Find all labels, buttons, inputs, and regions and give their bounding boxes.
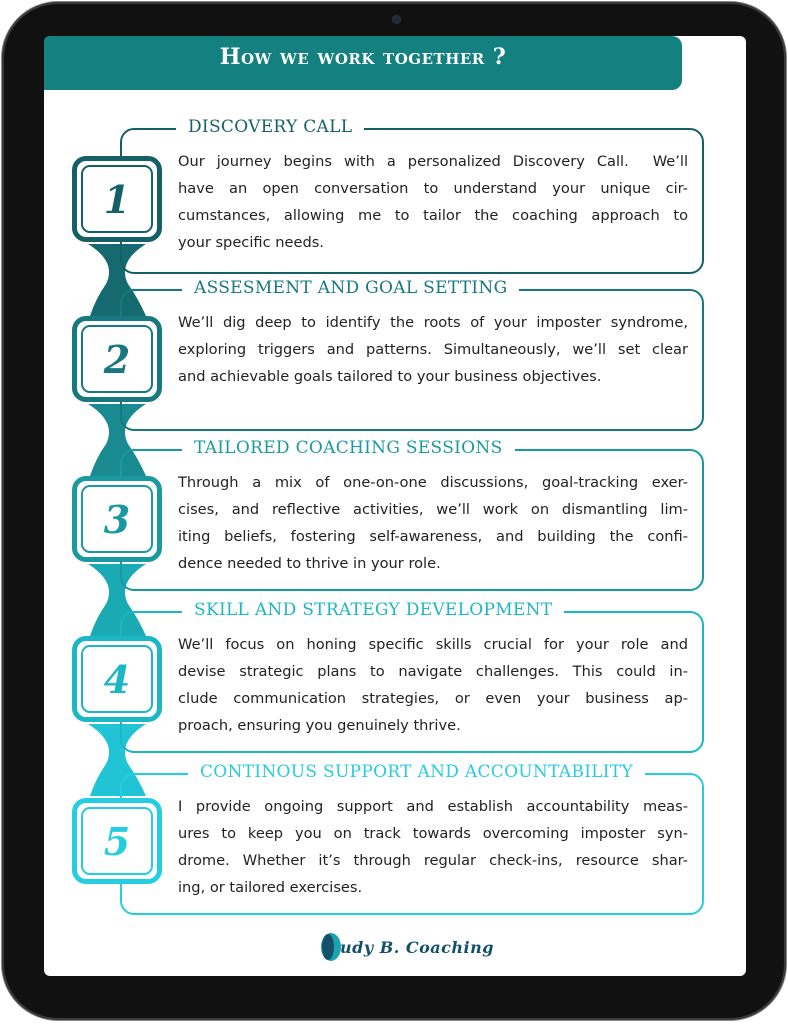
description-line: iting beliefs, fostering self-awareness, and building the confi- xyxy=(178,528,688,545)
description-line: clude communication strategies, or even your business ap- xyxy=(178,690,688,707)
step-number-badge xyxy=(72,476,162,562)
step-number: 5 xyxy=(103,819,131,864)
step-title: ASSESMENT AND GOAL SETTING xyxy=(182,278,519,298)
description-line: Our journey begins with a personalized Discovery Call. We’ll xyxy=(178,153,688,170)
description-line: ures to keep you on track towards overcoming imposter syn- xyxy=(178,825,688,842)
description-line: I provide ongoing support and establish accountability meas- xyxy=(178,798,688,815)
page-title: How we work together ? xyxy=(219,44,507,70)
step-number-badge xyxy=(72,316,162,402)
step-number: 2 xyxy=(103,337,131,382)
step-number: 4 xyxy=(103,657,131,702)
description-line: proach, ensuring you genuinely thrive. xyxy=(178,717,461,734)
description-line: Through a mix of one-on-one discussions, goal-tracking exer- xyxy=(178,474,688,491)
step-number: 1 xyxy=(103,177,131,222)
description-line: We’ll dig deep to identify the roots of your imposter syndrome, xyxy=(178,314,688,331)
brand-footer xyxy=(320,928,494,968)
description-line: dence needed to thrive in your role. xyxy=(178,555,441,572)
description-line: cumstances, allowing me to tailor the coaching approach to xyxy=(178,207,688,224)
description-line: cises, and reflective activities, we’ll work on dismantling lim- xyxy=(178,501,688,518)
step-number: 3 xyxy=(103,497,131,542)
step-title: TAILORED COACHING SESSIONS xyxy=(182,438,515,458)
description-line: and achievable goals tailored to your business objectives. xyxy=(178,368,602,385)
leaf-logo-icon xyxy=(320,932,342,962)
description-line: exploring triggers and patterns. Simultaneously, we’ll set clear xyxy=(178,341,688,358)
step-number-badge xyxy=(72,156,162,242)
step-description xyxy=(178,309,688,390)
step-number-badge xyxy=(72,798,162,884)
description-line: have an open conversation to understand your unique cir- xyxy=(178,180,688,197)
step-description xyxy=(178,469,688,577)
description-line: drome. Whether it’s through regular check-ins, resource shar- xyxy=(178,852,688,869)
step-title: DISCOVERY CALL xyxy=(176,117,364,137)
description-line: devise strategic plans to navigate challenges. This could in- xyxy=(178,663,688,680)
description-line: your specific needs. xyxy=(178,234,324,251)
step-description xyxy=(178,148,688,256)
brand-name: udy B. Coaching xyxy=(340,938,494,957)
description-line: ing, or tailored exercises. xyxy=(178,879,363,896)
step-description xyxy=(178,793,688,901)
step-title: CONTINOUS SUPPORT AND ACCOUNTABILITY xyxy=(188,762,645,782)
step-number-badge xyxy=(72,636,162,722)
description-line: We’ll focus on honing specific skills crucial for your role and xyxy=(178,636,688,653)
step-title: SKILL AND STRATEGY DEVELOPMENT xyxy=(182,600,564,620)
step-description xyxy=(178,631,688,739)
